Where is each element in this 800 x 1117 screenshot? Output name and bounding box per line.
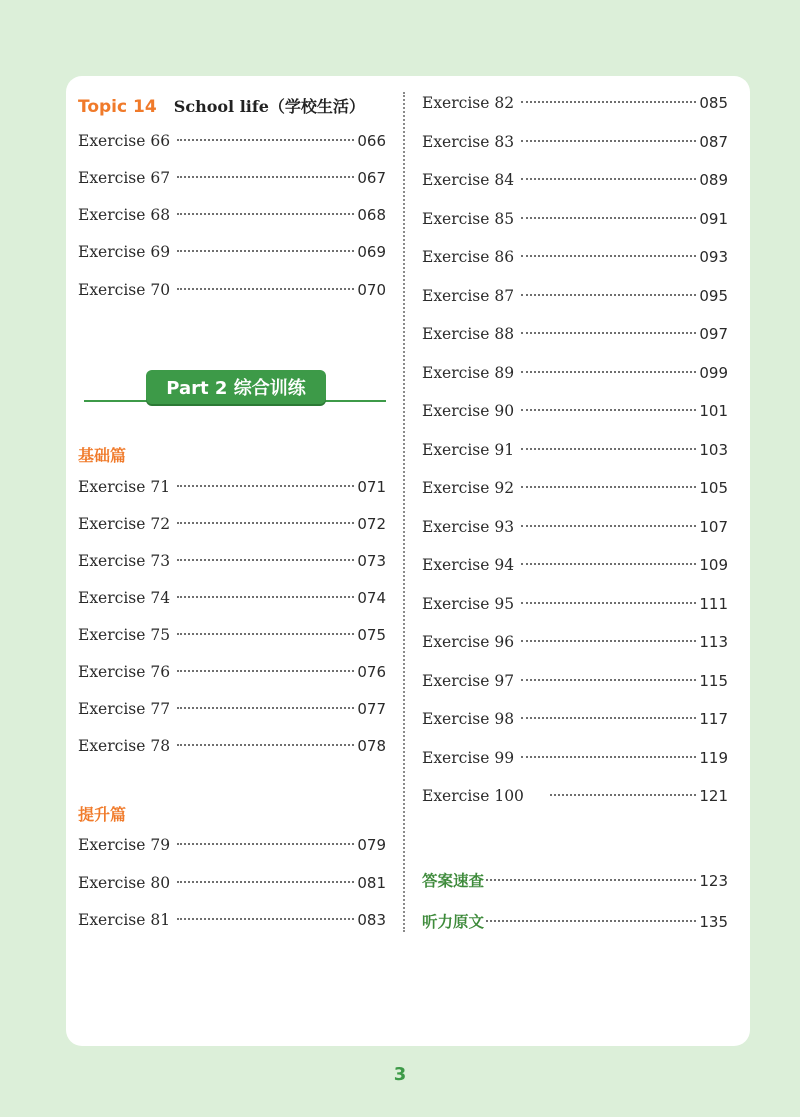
entry-page: 081 (357, 874, 386, 892)
entry-page: 077 (357, 700, 386, 718)
entry-label: Exercise 69 (78, 243, 171, 261)
entry-page: 066 (357, 132, 386, 150)
page-number: 3 (393, 1064, 407, 1085)
dot-leader (521, 640, 696, 642)
entry-page: 099 (699, 364, 728, 382)
dot-leader (486, 879, 696, 881)
entry-page: 089 (699, 171, 728, 189)
entry-label: Exercise 94 (422, 556, 515, 574)
dot-leader (521, 140, 696, 142)
entry-page: 109 (699, 556, 728, 574)
dot-leader (177, 250, 354, 252)
toc-entry[interactable] (78, 478, 386, 502)
dot-leader (177, 176, 354, 178)
toc-entry[interactable] (78, 874, 386, 898)
entry-label: Exercise 81 (78, 911, 171, 929)
toc-entry[interactable] (78, 663, 386, 687)
dot-leader (521, 756, 696, 758)
toc-entry[interactable] (422, 710, 728, 734)
toc-entry-listening[interactable] (422, 910, 728, 934)
entry-label: Exercise 96 (422, 633, 515, 651)
column-divider (403, 92, 405, 932)
entry-label: Exercise 83 (422, 133, 515, 151)
toc-entry[interactable] (422, 595, 728, 619)
toc-entry[interactable] (422, 441, 728, 465)
dot-leader (521, 717, 696, 719)
entry-label: Exercise 76 (78, 663, 171, 681)
entry-page: 078 (357, 737, 386, 755)
entry-label: Exercise 92 (422, 479, 515, 497)
toc-entry[interactable] (78, 589, 386, 613)
toc-entry[interactable] (422, 171, 728, 195)
toc-entry[interactable] (422, 210, 728, 234)
toc-entry[interactable] (422, 518, 728, 542)
toc-entry[interactable] (422, 787, 728, 811)
entry-page: 085 (699, 94, 728, 112)
entry-label: Exercise 68 (78, 206, 171, 224)
entry-label: Exercise 100 (422, 787, 524, 805)
toc-entry[interactable] (78, 737, 386, 761)
entry-page: 076 (357, 663, 386, 681)
dot-leader (521, 525, 696, 527)
dot-leader (521, 217, 696, 219)
dot-leader (177, 596, 354, 598)
dot-leader (177, 485, 354, 487)
entry-label: Exercise 87 (422, 287, 515, 305)
toc-entry[interactable] (422, 672, 728, 696)
entry-page: 119 (699, 749, 728, 767)
toc-entry[interactable] (422, 633, 728, 657)
dot-leader (521, 602, 696, 604)
entry-page: 083 (357, 911, 386, 929)
entry-label: Exercise 80 (78, 874, 171, 892)
entry-label: Exercise 75 (78, 626, 171, 644)
dot-leader (521, 563, 696, 565)
entry-page: 075 (357, 626, 386, 644)
entry-label: Exercise 77 (78, 700, 171, 718)
dot-leader (521, 448, 696, 450)
entry-label: Exercise 90 (422, 402, 515, 420)
entry-page: 135 (699, 913, 728, 931)
entry-page: 068 (357, 206, 386, 224)
entry-page: 121 (699, 787, 728, 805)
entry-label: Exercise 72 (78, 515, 171, 533)
toc-entry[interactable] (78, 169, 386, 193)
entry-label: 答案速查 (422, 872, 485, 890)
section-title-advanced: 提升篇 (78, 805, 127, 824)
entry-page: 069 (357, 243, 386, 261)
dot-leader (177, 707, 354, 709)
dot-leader (177, 881, 354, 883)
entry-label: Exercise 86 (422, 248, 515, 266)
entry-page: 095 (699, 287, 728, 305)
toc-entry[interactable] (78, 911, 386, 935)
entry-label: Exercise 88 (422, 325, 515, 343)
entry-page: 123 (699, 872, 728, 890)
dot-leader (521, 679, 696, 681)
entry-page: 107 (699, 518, 728, 536)
toc-entry[interactable] (78, 836, 386, 860)
entry-page: 067 (357, 169, 386, 187)
entry-page: 087 (699, 133, 728, 151)
entry-label: Exercise 71 (78, 478, 171, 496)
entry-page: 111 (699, 595, 728, 613)
dot-leader (521, 332, 696, 334)
entry-label: Exercise 85 (422, 210, 515, 228)
toc-entry[interactable] (78, 700, 386, 724)
entry-label: Exercise 73 (78, 552, 171, 570)
entry-page: 074 (357, 589, 386, 607)
dot-leader (521, 409, 696, 411)
dot-leader (177, 633, 354, 635)
entry-label: Exercise 84 (422, 171, 515, 189)
entry-label: Exercise 67 (78, 169, 171, 187)
toc-entry[interactable] (78, 626, 386, 650)
topic-title: School life（学校生活） (173, 97, 365, 116)
dot-leader (550, 794, 696, 796)
entry-page: 073 (357, 552, 386, 570)
entry-label: Exercise 98 (422, 710, 515, 728)
toc-entry[interactable] (422, 556, 728, 580)
toc-entry[interactable] (422, 248, 728, 272)
dot-leader (177, 213, 354, 215)
toc-entry[interactable] (422, 749, 728, 773)
entry-label: Exercise 78 (78, 737, 171, 755)
toc-entry[interactable] (422, 364, 728, 388)
toc-entry[interactable] (78, 515, 386, 539)
entry-label: Exercise 95 (422, 595, 515, 613)
dot-leader (486, 920, 696, 922)
section-title-basic: 基础篇 (78, 446, 127, 465)
entry-page: 093 (699, 248, 728, 266)
dot-leader (521, 178, 696, 180)
entry-page: 071 (357, 478, 386, 496)
entry-page: 101 (699, 402, 728, 420)
entry-page: 113 (699, 633, 728, 651)
entry-label: Exercise 93 (422, 518, 515, 536)
entry-page: 072 (357, 515, 386, 533)
entry-label: Exercise 70 (78, 281, 171, 299)
entry-page: 070 (357, 281, 386, 299)
entry-label: Exercise 79 (78, 836, 171, 854)
toc-entry[interactable] (422, 287, 728, 311)
toc-entry[interactable] (422, 94, 728, 118)
entry-label: Exercise 74 (78, 589, 171, 607)
entry-label: Exercise 89 (422, 364, 515, 382)
dot-leader (177, 744, 354, 746)
entry-label: 听力原文 (422, 913, 485, 931)
dot-leader (521, 255, 696, 257)
entry-label: Exercise 66 (78, 132, 171, 150)
entry-page: 105 (699, 479, 728, 497)
topic-number: Topic 14 (78, 97, 157, 117)
dot-leader (177, 918, 354, 920)
entry-label: Exercise 91 (422, 441, 515, 459)
entry-page: 097 (699, 325, 728, 343)
entry-page: 117 (699, 710, 728, 728)
dot-leader (521, 371, 696, 373)
dot-leader (521, 294, 696, 296)
dot-leader (521, 101, 696, 103)
dot-leader (177, 559, 354, 561)
toc-entry[interactable] (422, 325, 728, 349)
toc-entry[interactable] (78, 243, 386, 267)
topic-heading (78, 94, 365, 117)
dot-leader (177, 522, 354, 524)
entry-page: 091 (699, 210, 728, 228)
entry-label: Exercise 99 (422, 749, 515, 767)
entry-page: 079 (357, 836, 386, 854)
toc-entry[interactable] (78, 281, 386, 305)
entry-label: Exercise 97 (422, 672, 515, 690)
toc-entry[interactable] (422, 479, 728, 503)
dot-leader (521, 486, 696, 488)
part-banner: Part 2 综合训练 (146, 370, 326, 404)
toc-entry[interactable] (78, 132, 386, 156)
dot-leader (177, 843, 354, 845)
entry-page: 103 (699, 441, 728, 459)
dot-leader (177, 670, 354, 672)
toc-entry[interactable] (78, 552, 386, 576)
toc-entry[interactable] (78, 206, 386, 230)
toc-entry[interactable] (422, 402, 728, 426)
dot-leader (177, 288, 354, 290)
entry-label: Exercise 82 (422, 94, 515, 112)
entry-page: 115 (699, 672, 728, 690)
dot-leader (177, 139, 354, 141)
toc-entry[interactable] (422, 133, 728, 157)
toc-entry-answers[interactable] (422, 869, 728, 893)
